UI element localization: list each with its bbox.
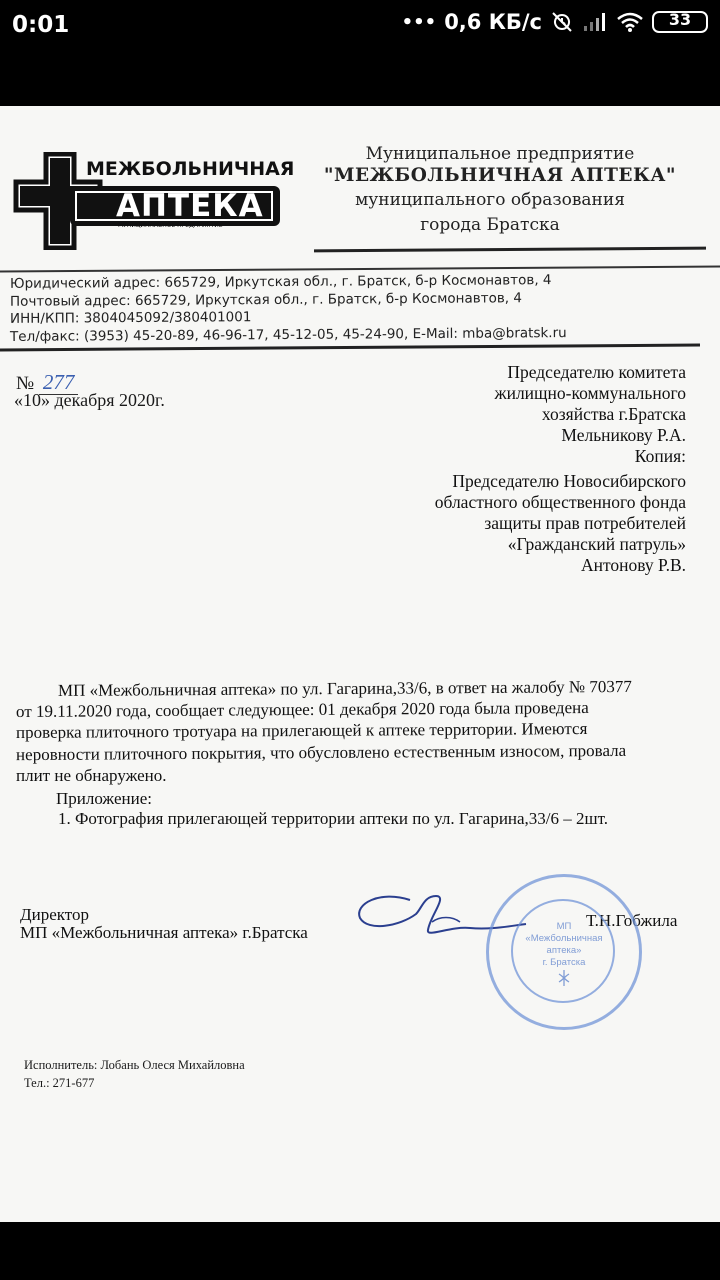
org-name-line2: "МЕЖБОЛЬНИЧНАЯ АПТЕКА": [323, 165, 677, 186]
stamp-center-line: МП: [556, 921, 572, 932]
official-stamp: [486, 874, 642, 1030]
org-name-line3: муниципального образования: [355, 190, 625, 210]
body-line: плит не обнаружено.: [16, 766, 167, 785]
body-line: проверка плиточного тротуара на прилегающей к аптеке территории. Имеются: [15, 719, 588, 742]
header-rule-mid: [0, 265, 720, 272]
executor-phone: Тел.: 271-677: [24, 1076, 95, 1090]
inn-kpp: ИНН/КПП: 3804045092/380401001: [9, 309, 252, 327]
recipient-line: Копия:: [634, 446, 686, 466]
signer-title-line2: МП «Межбольничная аптека» г.Братска: [20, 923, 308, 942]
status-dots: •••: [401, 11, 437, 33]
recipient-line: хозяйства г.Братска: [541, 404, 686, 424]
stamp-center-line: «Межбольничная: [525, 933, 603, 944]
signer-title-line1: Директор: [20, 905, 89, 924]
body-line: от 19.11.2020 года, сообщает следующее: 01 декабря 2020 года была проведена: [15, 698, 589, 721]
status-bar: [0, 0, 720, 106]
postal-address: Почтовый адрес: 665729, Иркутская обл., г. Братск, б-р Космонавтов, 4: [9, 290, 523, 310]
recipient-line: Мельникову Р.А.: [561, 425, 686, 445]
header-rule-bottom: [0, 344, 700, 352]
attachment-item: 1. Фотография прилегающей территории аптеки по ул. Гагарина,33/6 – 2шт.: [58, 809, 609, 828]
body-line: МП «Межбольничная аптека» по ул. Гагарина,33/6, в ответ на жалобу № 70377: [57, 676, 632, 701]
legal-address: Юридический адрес: 665729, Иркутская обл., г. Братск, б-р Космонавтов, 4: [9, 272, 552, 292]
status-icons: [402, 10, 708, 34]
bottom-black-bar: [0, 1222, 720, 1280]
recipient-line: областного общественного фонда: [434, 492, 686, 512]
attachment-title: Приложение:: [56, 789, 152, 808]
stamp-center-line: г. Братска: [542, 957, 586, 968]
body-line: неровности плиточного покрытия, что обусловлено естественным износом, провала: [15, 740, 627, 765]
org-name-line4: города Братска: [420, 215, 560, 235]
status-time: 0:01: [12, 12, 70, 38]
recipient-line: «Гражданский патруль»: [507, 534, 686, 554]
phones-email: Тел/факс: (3953) 45-20-89, 46-96-17, 45-12-05, 45-24-90, E-Mail: mba@bratsk.ru: [9, 325, 567, 345]
document-page: [0, 106, 720, 1222]
net-speed: 0,6 КБ/с: [444, 10, 542, 34]
recipient-line: защиты прав потребителей: [484, 513, 686, 533]
logo-line1: МЕЖБОЛЬНИЧНАЯ: [86, 158, 295, 180]
logo-line2: АПТЕКА: [116, 188, 264, 224]
number-prefix: №: [16, 373, 35, 394]
logo-small-text: МУНИЦИПАЛЬНОЕ ПРЕДПРИЯТИЕ: [118, 222, 223, 229]
number-handwritten: 277: [39, 370, 79, 395]
signer-name: Т.Н.Гобжила: [586, 911, 678, 930]
battery-level: 33: [668, 10, 692, 29]
recipient-line: жилищно-коммунального: [494, 383, 686, 403]
header-rule-top: [314, 247, 706, 253]
recipient-line: Председателю Новосибирского: [452, 471, 686, 491]
alarm-off-icon: [550, 10, 574, 34]
battery-icon: [652, 11, 708, 33]
recipient-block: [435, 362, 686, 576]
letter-date: «10» декабря 2020г.: [14, 390, 165, 410]
recipient-line: Председателю комитета: [507, 362, 686, 382]
org-name-line1: Муниципальное предприятие: [365, 144, 635, 164]
stamp-center-line: аптека»: [546, 945, 582, 956]
recipient-line: Антонову Р.В.: [580, 555, 686, 575]
stamp-caduceus-icon: [555, 969, 573, 987]
signal-icon: [582, 11, 608, 33]
executor-name: Исполнитель: Лобань Олеся Михайловна: [24, 1058, 245, 1072]
wifi-icon: [616, 11, 644, 33]
